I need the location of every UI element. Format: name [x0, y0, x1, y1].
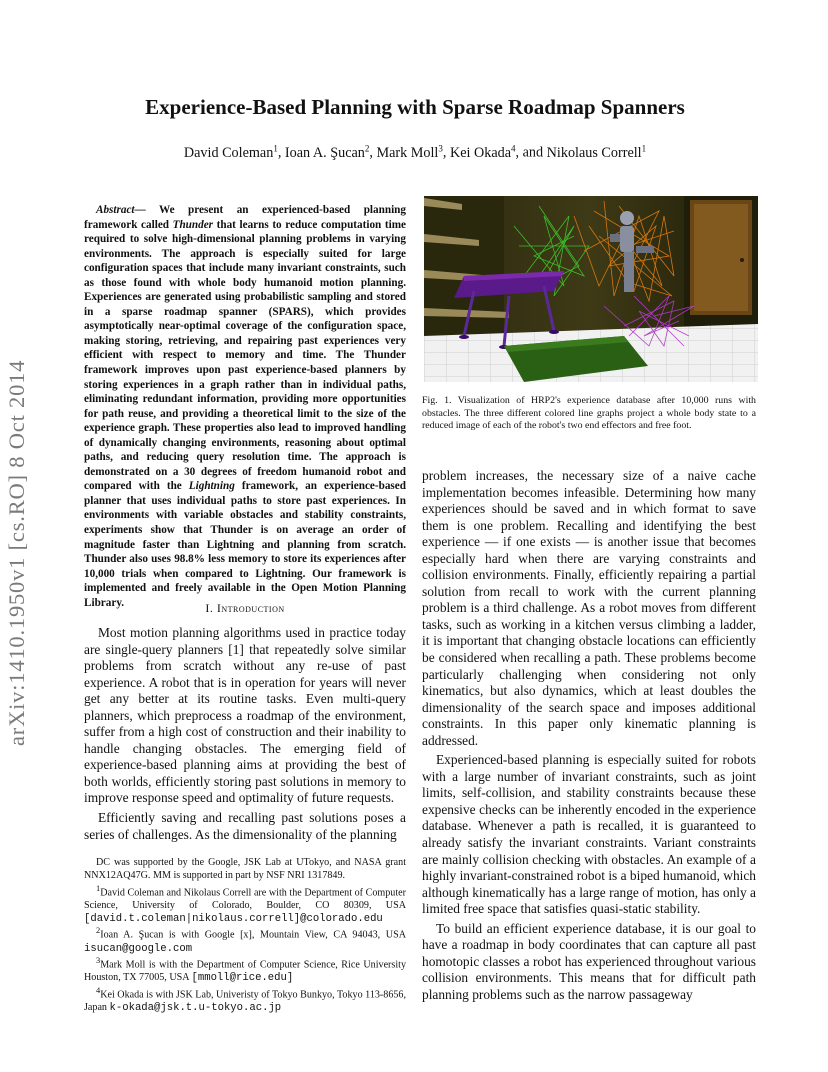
paragraph: Experienced-based planning is especially suited for robots with a large number of invariant constraints, such as joint limits, self-collision, and stability constraints because these expensive checks can be inherently encoded in the experience database. Whenever a path is recalled, it is guaranteed to already satisfy the invariant constraints. Variant constraints are mainly collision checking with obstacles. An example of a highly invariant-constrained robot is a biped humanoid, which although kinematically has a large range of motion, has only a limited free space that satisfies quasi-static stability.	[422, 752, 756, 917]
footnotes	[84, 857, 406, 1015]
footnote: $^2$Ioan A. Şucan is with Google [x], Mountain View, CA 94043, USA isucan@google.com	[84, 926, 406, 955]
arxiv-identifier: arXiv:1410.1950v1 [cs.RO] 8 Oct 2014	[4, 359, 29, 746]
right-column-text	[422, 468, 756, 1007]
author: Nikolaus Correll$^1$	[546, 143, 647, 161]
email: isucan@google.com	[84, 942, 193, 955]
author-list: David Coleman$^1$, Ioan A. Şucan$^2$, Mark Moll$^3$, Kei Okada$^4$, and Nikolaus Correll$^1$	[183, 143, 647, 161]
paragraph: To build an efficient experience database, it is our goal to have a roadmap in body coordinates that can capture all past homotopic classes a robot has experienced throughout various collision environments. This means that for difficult path planning problems such as the narrow passageway	[422, 920, 756, 1002]
email: [mmoll@rice.edu]	[191, 972, 294, 985]
figure-robot-visualization	[424, 196, 758, 382]
author: Kei Okada$^4$	[449, 143, 516, 161]
figure-caption: Fig. 1. Visualization of HRP2's experience database after 10,000 runs with obstacles. The three different colored line graphs project a whole body state to a reduced image of each of the robot's two end effectors and free foot.	[422, 395, 756, 432]
footnote: $^4$Kei Okada is with JSK Lab, Univeristy of Tokyo Bunkyo, Tokyo 113-8656, Japan k-okada@jsk.t.u-tokyo.ac.jp	[84, 986, 406, 1015]
paragraph: Most motion planning algorithms used in practice today are single-query planners [1] that repeatedly solve similar problems from scratch without any re-use of past experience. A robot that is in operation for years will never get any better at its routine tasks. Even multi-query planners, which preprocess a roadmap of the environment, suffer from a high cost of construction and their inability to handle changing obstacles. The emerging field of experience-based planning aims at providing the best of both worlds, efficiently storing past solutions in memory to improve response speed and optimality of future requests.	[84, 625, 406, 806]
email: k-okada@jsk.t.u-tokyo.ac.jp	[109, 1002, 282, 1015]
introduction-text	[84, 625, 406, 846]
footnote-funding: DC was supported by the Google, JSK Lab at UTokyo, and NASA grant NNX12AQ47G. MM is supported in part by NSF NRI 1317849.	[84, 857, 406, 881]
paper-title: Experience-Based Planning with Sparse Roadmap Spanners	[145, 95, 685, 119]
author: Ioan A. Şucan$^2$	[284, 143, 370, 161]
robot-scene-image	[424, 196, 758, 382]
paragraph: Efficiently saving and recalling past solutions poses a series of challenges. As the dimensionality of the planning	[84, 810, 406, 842]
abstract: Abstract— We present an experienced-based planning framework called Thunder that learns to reduce computation time required to solve high-dimensional planning problems in varying environments. The approach is especially suited for large configuration spaces that include many invariant constraints, such as those found with whole body humanoid motion planning. Experiences are generated using probabilistic sampling and stored in a sparse roadmap spanner (SPARS), which provides asymptotically near-optimal coverage of the configuration space, making storing, retrieving, and repairing past experiences very efficient with respect to memory and time. The Thunder framework improves upon past experience-based planners by storing experiences in a graph rather than in individual paths, eliminating redundant information, providing more opportunities for path reuse, and providing a theoretical limit to the size of the experience graph. These properties also lead to improved handling of dynamically changing environments, reasoning about optimal paths, and reducing query resolution time. The approach is demonstrated on a 30 degrees of freedom humanoid robot and compared with the Lightning framework, an experience-based planner that uses individual paths to store past experiences. In environments with variable obstacles and stability constraints, experiments show that Thunder is on average an order of magnitude faster than Lightning and planning from scratch. Thunder also uses 98.8% less memory to store its experiences after 10,000 trials when compared to Lightning. Our framework is implemented and freely available in the Open Motion Planning Library.	[84, 204, 406, 609]
abstract-label: Abstract	[96, 204, 135, 216]
footnote: $^3$Mark Moll is with the Department of Computer Science, Rice University Houston, TX 77005, USA [mmoll@rice.edu]	[84, 956, 406, 985]
paragraph: problem increases, the necessary size of a naive cache implementation becomes infeasible. Determining how many experiences should be saved and in which format to save them is one problem. Recalling and identifying the best experience — if one exists — is another issue that becomes especially hard when there are varying constraints and collision environments. Finally, efficiently repairing a partial solution from recall to work with the current planning problem is a third challenge. As a robot moves from different tasks, such as working in a kitchen versus climbing a ladder, it is important that changing obstacle locations can efficiently be considered when recalling a path. These problems become particularly challenging when considering not only kinematics, but also dynamics, which at least doubles the dimensionality of the search space and imposes additional constraints. In this paper only kinematic planning is addressed.	[422, 468, 756, 748]
email: [david.t.coleman|nikolaus.correll]@colorado.edu	[84, 912, 383, 925]
footnote: $^1$David Coleman and Nikolaus Correll are with the Department of Computer Science, University of Colorado, Boulder, CO 80309, USA [david.t.coleman|nikolaus.correll]@colorado.edu	[84, 883, 406, 925]
section-heading-introduction: I. Introduction	[205, 601, 285, 615]
author: Mark Moll$^3$	[376, 143, 443, 161]
lightning-name: Lightning	[188, 480, 235, 493]
thunder-name: Thunder	[172, 218, 214, 231]
author: David Coleman$^1$	[183, 143, 278, 161]
